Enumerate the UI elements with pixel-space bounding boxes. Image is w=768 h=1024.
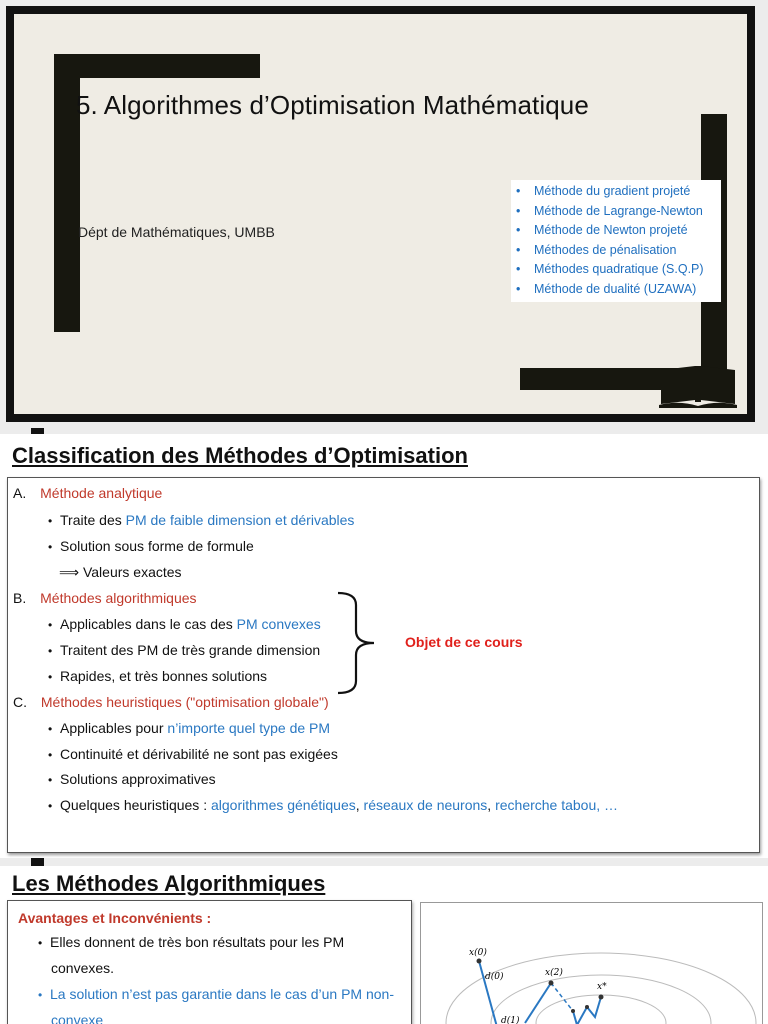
methods-list <box>511 180 721 302</box>
label-d0: d(0) <box>485 972 504 982</box>
list-item: • Rapides, et très bonnes solutions <box>48 668 268 684</box>
methods-list-item: • Méthodes quadratique (S.Q.P) <box>511 260 721 280</box>
list-item-continuation: convexe <box>51 1012 104 1024</box>
book-icon <box>659 364 737 408</box>
list-item: • Solutions approximatives <box>48 771 216 787</box>
list-item: ⟹ Valeurs exactes <box>59 564 182 580</box>
label-x2: x(2) <box>545 968 563 978</box>
label-xstar: x* <box>597 982 607 992</box>
section-c-letter: C. <box>13 694 27 710</box>
section-b-label: Méthodes algorithmiques <box>40 590 197 606</box>
list-item: • Applicables pour n’importe quel type de PM <box>48 720 331 736</box>
methods-list-item: • Méthode de Lagrange-Newton <box>511 202 721 222</box>
methods-list-item: • Méthode de Newton projeté <box>511 221 721 241</box>
section-a <box>13 485 162 501</box>
descent-path-figure <box>420 902 763 1024</box>
list-item: • Quelques heuristiques : algorithmes génétiques, réseaux de neurons, recherche tabou, … <box>48 797 619 813</box>
slide-title: 5. Algorithmes d’Optimisation Mathématique <box>76 90 589 120</box>
list-item: • Continuité et dérivabilité ne sont pas exigées <box>48 746 338 762</box>
title-slide-canvas <box>14 14 747 414</box>
list-item: • Solution sous forme de formule <box>48 538 254 554</box>
list-item: • Traite des PM de faible dimension et dérivables <box>48 512 355 528</box>
label-d1: d(1) <box>501 1016 520 1024</box>
section-a-label: Méthode analytique <box>40 485 163 501</box>
contour-plot <box>421 903 763 1024</box>
list-item: • Applicables dans le cas des PM convexes <box>48 616 321 632</box>
list-item: • Elles donnent de très bon résultats pour les PM <box>38 934 345 950</box>
classification-title: Classification des Méthodes d’Optimisation <box>12 443 468 468</box>
pros-cons-heading: Avantages et Inconvénients : <box>18 910 212 926</box>
section-c-label: Méthodes heuristiques ("optimisation globale") <box>40 694 329 710</box>
pros-cons-box <box>7 900 412 1024</box>
methods-list-item: • Méthode du gradient projeté <box>511 182 721 202</box>
list-item-continuation: convexes. <box>51 960 115 976</box>
course-focus-label: Objet de ce cours <box>405 634 523 650</box>
department-label: Dépt de Mathématiques, UMBB <box>78 224 275 240</box>
frame-bar-top-left <box>54 54 260 78</box>
label-x0: x(0) <box>469 948 487 958</box>
section-a-letter: A. <box>13 485 27 501</box>
methods-list-item: • Méthodes de pénalisation <box>511 241 721 261</box>
curly-brace-icon <box>336 591 376 695</box>
section-c <box>13 694 329 710</box>
section-b-letter: B. <box>13 590 27 606</box>
algorithmic-methods-title: Les Méthodes Algorithmiques <box>12 871 326 896</box>
list-item: • La solution n’est pas garantie dans le cas d’un PM non- <box>38 986 394 1002</box>
classification-slide <box>0 434 768 858</box>
classification-box <box>7 477 760 853</box>
section-b <box>13 590 197 606</box>
methods-list-item: • Méthode de dualité (UZAWA) <box>511 280 721 300</box>
list-item: • Traitent des PM de très grande dimension <box>48 642 321 658</box>
algorithmic-methods-slide <box>0 866 768 1024</box>
title-slide <box>6 6 755 422</box>
